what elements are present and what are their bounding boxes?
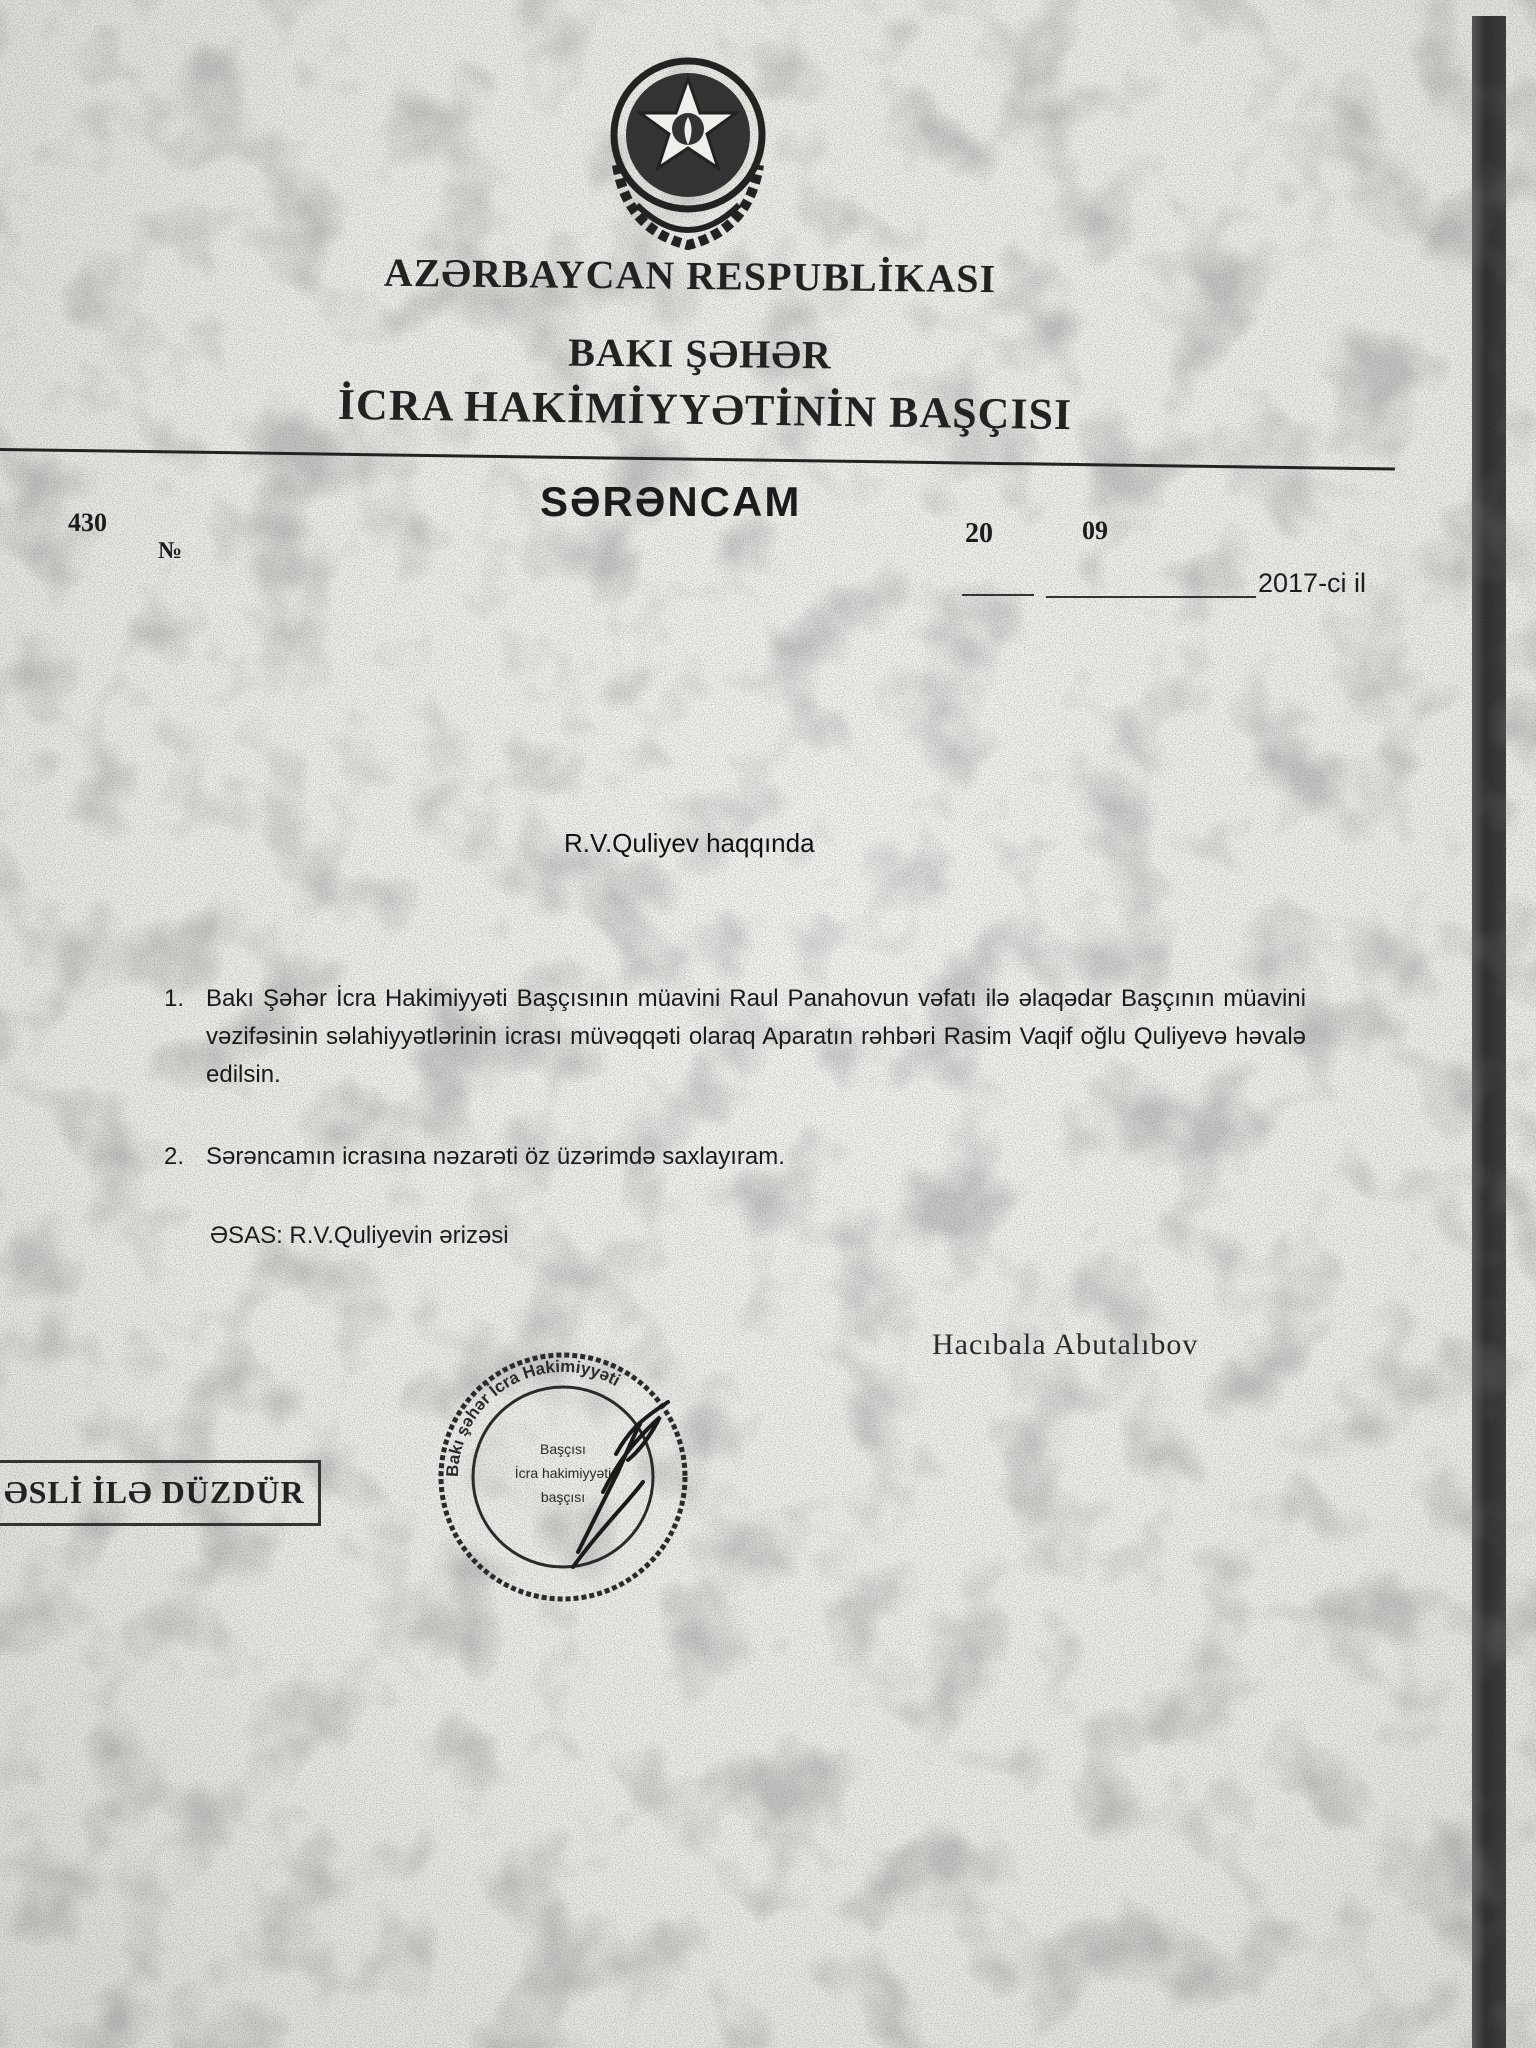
document-title: SƏRƏNCAM — [540, 478, 802, 525]
date-month: 09 — [1082, 516, 1108, 545]
document-subject: R.V.Quliyev haqqında — [564, 828, 815, 858]
header-office: İCRA HAKİMİYYƏTİNİN BAŞÇISI — [337, 379, 1073, 440]
date-month-underline — [1046, 596, 1256, 598]
item-number: 2. — [164, 1143, 185, 1170]
header-country: AZƏRBAYCAN RESPUBLİKASI — [383, 249, 997, 302]
date-day-underline — [962, 594, 1034, 596]
stamp-outer-text: Bakı şəhər İcra Hakimiyyəti — [442, 1356, 624, 1478]
state-emblem-icon — [597, 55, 779, 255]
document-basis: ƏSAS: R.V.Quliyevin ərizəsi — [210, 1222, 509, 1249]
item-number: 1. — [164, 985, 185, 1012]
signer-name: Hacıbala Abutalıbov — [932, 1328, 1199, 1361]
item-text: Sərəncamın icrasına nəzarəti öz üzərimdə saxlayıram. — [206, 1143, 785, 1170]
header-city: BAKI ŞƏHƏR — [567, 329, 833, 378]
date-day: 20 — [965, 518, 993, 549]
svg-text:Bakı şəhər İcra Hakimiyyəti — [443, 1357, 624, 1478]
official-stamp-icon — [428, 1342, 698, 1612]
certification-label: ƏSLİ İLƏ DÜZDÜR — [4, 1474, 305, 1510]
stamp-inner-line1: Başçısı — [540, 1441, 586, 1457]
stamp-inner-line3: başçısı — [540, 1489, 586, 1505]
page-edge-shadow — [1472, 16, 1506, 2048]
item-text: Bakı Şəhər İcra Hakimiyyəti Başçısının müavini Raul Panahovun vəfatı ilə əlaqədar Başçının müavini vəzifəsinin səlahiyyətlərinin icrası müvəqqəti olaraq Aparatın rəhbəri Rasim Vaqif oğlu Quliyevə həvalə edilsin. — [206, 985, 1306, 1088]
date-year: 2017-ci il — [1258, 568, 1367, 598]
document-number: 430 — [68, 508, 107, 537]
number-sign: № — [158, 538, 183, 564]
stamp-inner-line2: İcra hakimiyyəti — [514, 1465, 612, 1481]
